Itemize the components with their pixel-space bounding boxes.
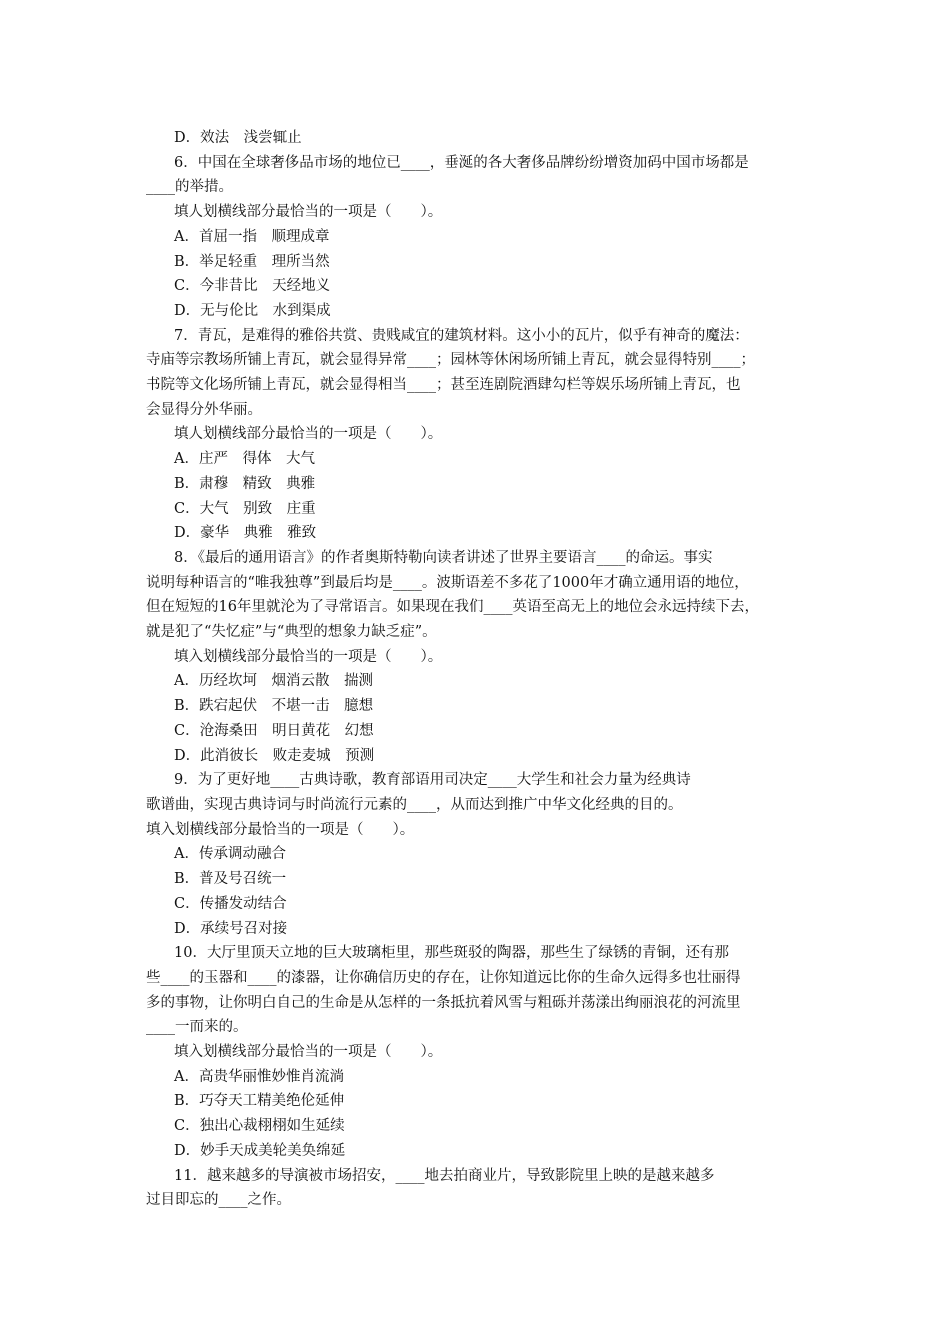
answer-option: B．普及号召统一: [174, 871, 287, 888]
question-stem-line: 书院等文化场所铺上青瓦，就会显得相当____；甚至连剧院酒肆勾栏等娱乐场所铺上青瓦，也: [146, 377, 741, 394]
answer-option: D．此消彼长 败走麦城 预测: [174, 747, 375, 764]
question-stem-line: 歌谱曲，实现古典诗词与时尚流行元素的____，从而达到推广中华文化经典的目的。: [146, 796, 683, 813]
question-prompt: 填入划横线部分最恰当的一项是（ ）。: [146, 821, 415, 838]
answer-option: C．今非昔比 天经地义: [174, 278, 331, 295]
question-prompt: 填入划横线部分最恰当的一项是（ ）。: [174, 1044, 443, 1061]
question-10: [146, 941, 816, 1163]
answer-option: C．沧海桑田 明日黄花 幻想: [174, 722, 374, 739]
question-stem-line: 寺庙等宗教场所铺上青瓦，就会显得异常____；园林等休闲场所铺上青瓦，就会显得特别____；: [146, 352, 755, 369]
question-stem-line: 9．为了更好地____古典诗歌，教育部语用司决定____大学生和社会力量为经典诗: [174, 772, 691, 789]
answer-option: D．豪华 典雅 雅致: [174, 525, 317, 542]
question-stem-line: 会显得分外华丽。: [146, 401, 262, 418]
question-6: [146, 151, 816, 324]
answer-option: B．肃穆 精致 典雅: [174, 475, 316, 492]
answer-option: B．巧夺天工精美绝伦延伸: [174, 1093, 345, 1110]
question-body: [146, 126, 816, 1213]
answer-option: D．承续号召对接: [174, 920, 288, 937]
question-prompt: 填人划横线部分最恰当的一项是（ ）。: [174, 204, 443, 221]
answer-option: B．举足轻重 理所当然: [174, 253, 330, 270]
question-stem-line: 11．越来越多的导演被市场招安，____地去拍商业片，导致影院里上映的是越来越多: [174, 1167, 715, 1184]
question-stem-line: 说明每种语言的“唯我独尊”到最后均是____。波斯语差不多花了1000年才确立通用语的地位，: [146, 574, 749, 591]
answer-option: A．首屈一指 顺理成章: [174, 228, 330, 245]
question-stem-line: 过目即忘的____之作。: [146, 1192, 291, 1209]
question-7: [146, 324, 816, 546]
answer-option: A．传承调动融合: [174, 846, 286, 863]
question-stem-line: 7．青瓦，是难得的雅俗共赏、贵贱咸宜的建筑材料。这小小的瓦片，似乎有神奇的魔法：: [174, 327, 749, 344]
option-line: D．效法 浅尝辄止: [174, 130, 302, 146]
question-stem-line: 就是犯了“失忆症”与“典型的想象力缺乏症”。: [146, 624, 437, 641]
question-stem-line: 多的事物，让你明白自己的生命是从怎样的一条抵抗着风雪与粗砾并荡漾出绚丽浪花的河流里: [146, 994, 741, 1011]
question-stem-line: 6．中国在全球奢侈品市场的地位已____，垂涎的各大奢侈品牌纷纷增资加码中国市场都是: [174, 154, 749, 171]
answer-option: C．传播发动结合: [174, 895, 287, 912]
question-8: [146, 546, 816, 768]
answer-option: A．庄严 得体 大气: [174, 451, 315, 468]
question-stem-line: 8．《最后的通用语言》的作者奥斯特勒向读者讲述了世界主要语言____的命运。事实: [174, 549, 713, 566]
answer-option: D．无与伦比 水到渠成: [174, 302, 331, 319]
answer-option: C．独出心裁栩栩如生延续: [174, 1118, 345, 1135]
question-stem-line: ____的举措。: [146, 179, 233, 196]
question-stem-line: 10．大厅里顶天立地的巨大玻璃柜里，那些斑驳的陶器，那些生了绿锈的青铜，还有那: [174, 945, 729, 962]
question-prompt: 填入划横线部分最恰当的一项是（ ）。: [174, 648, 443, 665]
question-9: [146, 768, 816, 941]
question-stem-line: ____一而来的。: [146, 1019, 248, 1036]
answer-option: A．高贵华丽惟妙惟肖流淌: [174, 1068, 344, 1085]
question-11: [146, 1164, 816, 1213]
answer-option: B．跌宕起伏 不堪一击 臆想: [174, 698, 374, 715]
question-prompt: 填人划横线部分最恰当的一项是（ ）。: [174, 426, 443, 443]
question-stem-line: 些____的玉器和____的漆器，让你确信历史的存在，让你知道远比你的生命久远得多也壮丽得: [146, 969, 741, 986]
answer-option: C．大气 别致 庄重: [174, 500, 316, 517]
answer-option: D．妙手天成美轮美奂绵延: [174, 1142, 346, 1159]
answer-option: A．历经坎坷 烟消云散 揣测: [174, 673, 373, 690]
question-stem-line: 但在短短的16年里就沦为了寻常语言。如果现在我们____英语至高无上的地位会永远持续下去，: [146, 599, 759, 616]
